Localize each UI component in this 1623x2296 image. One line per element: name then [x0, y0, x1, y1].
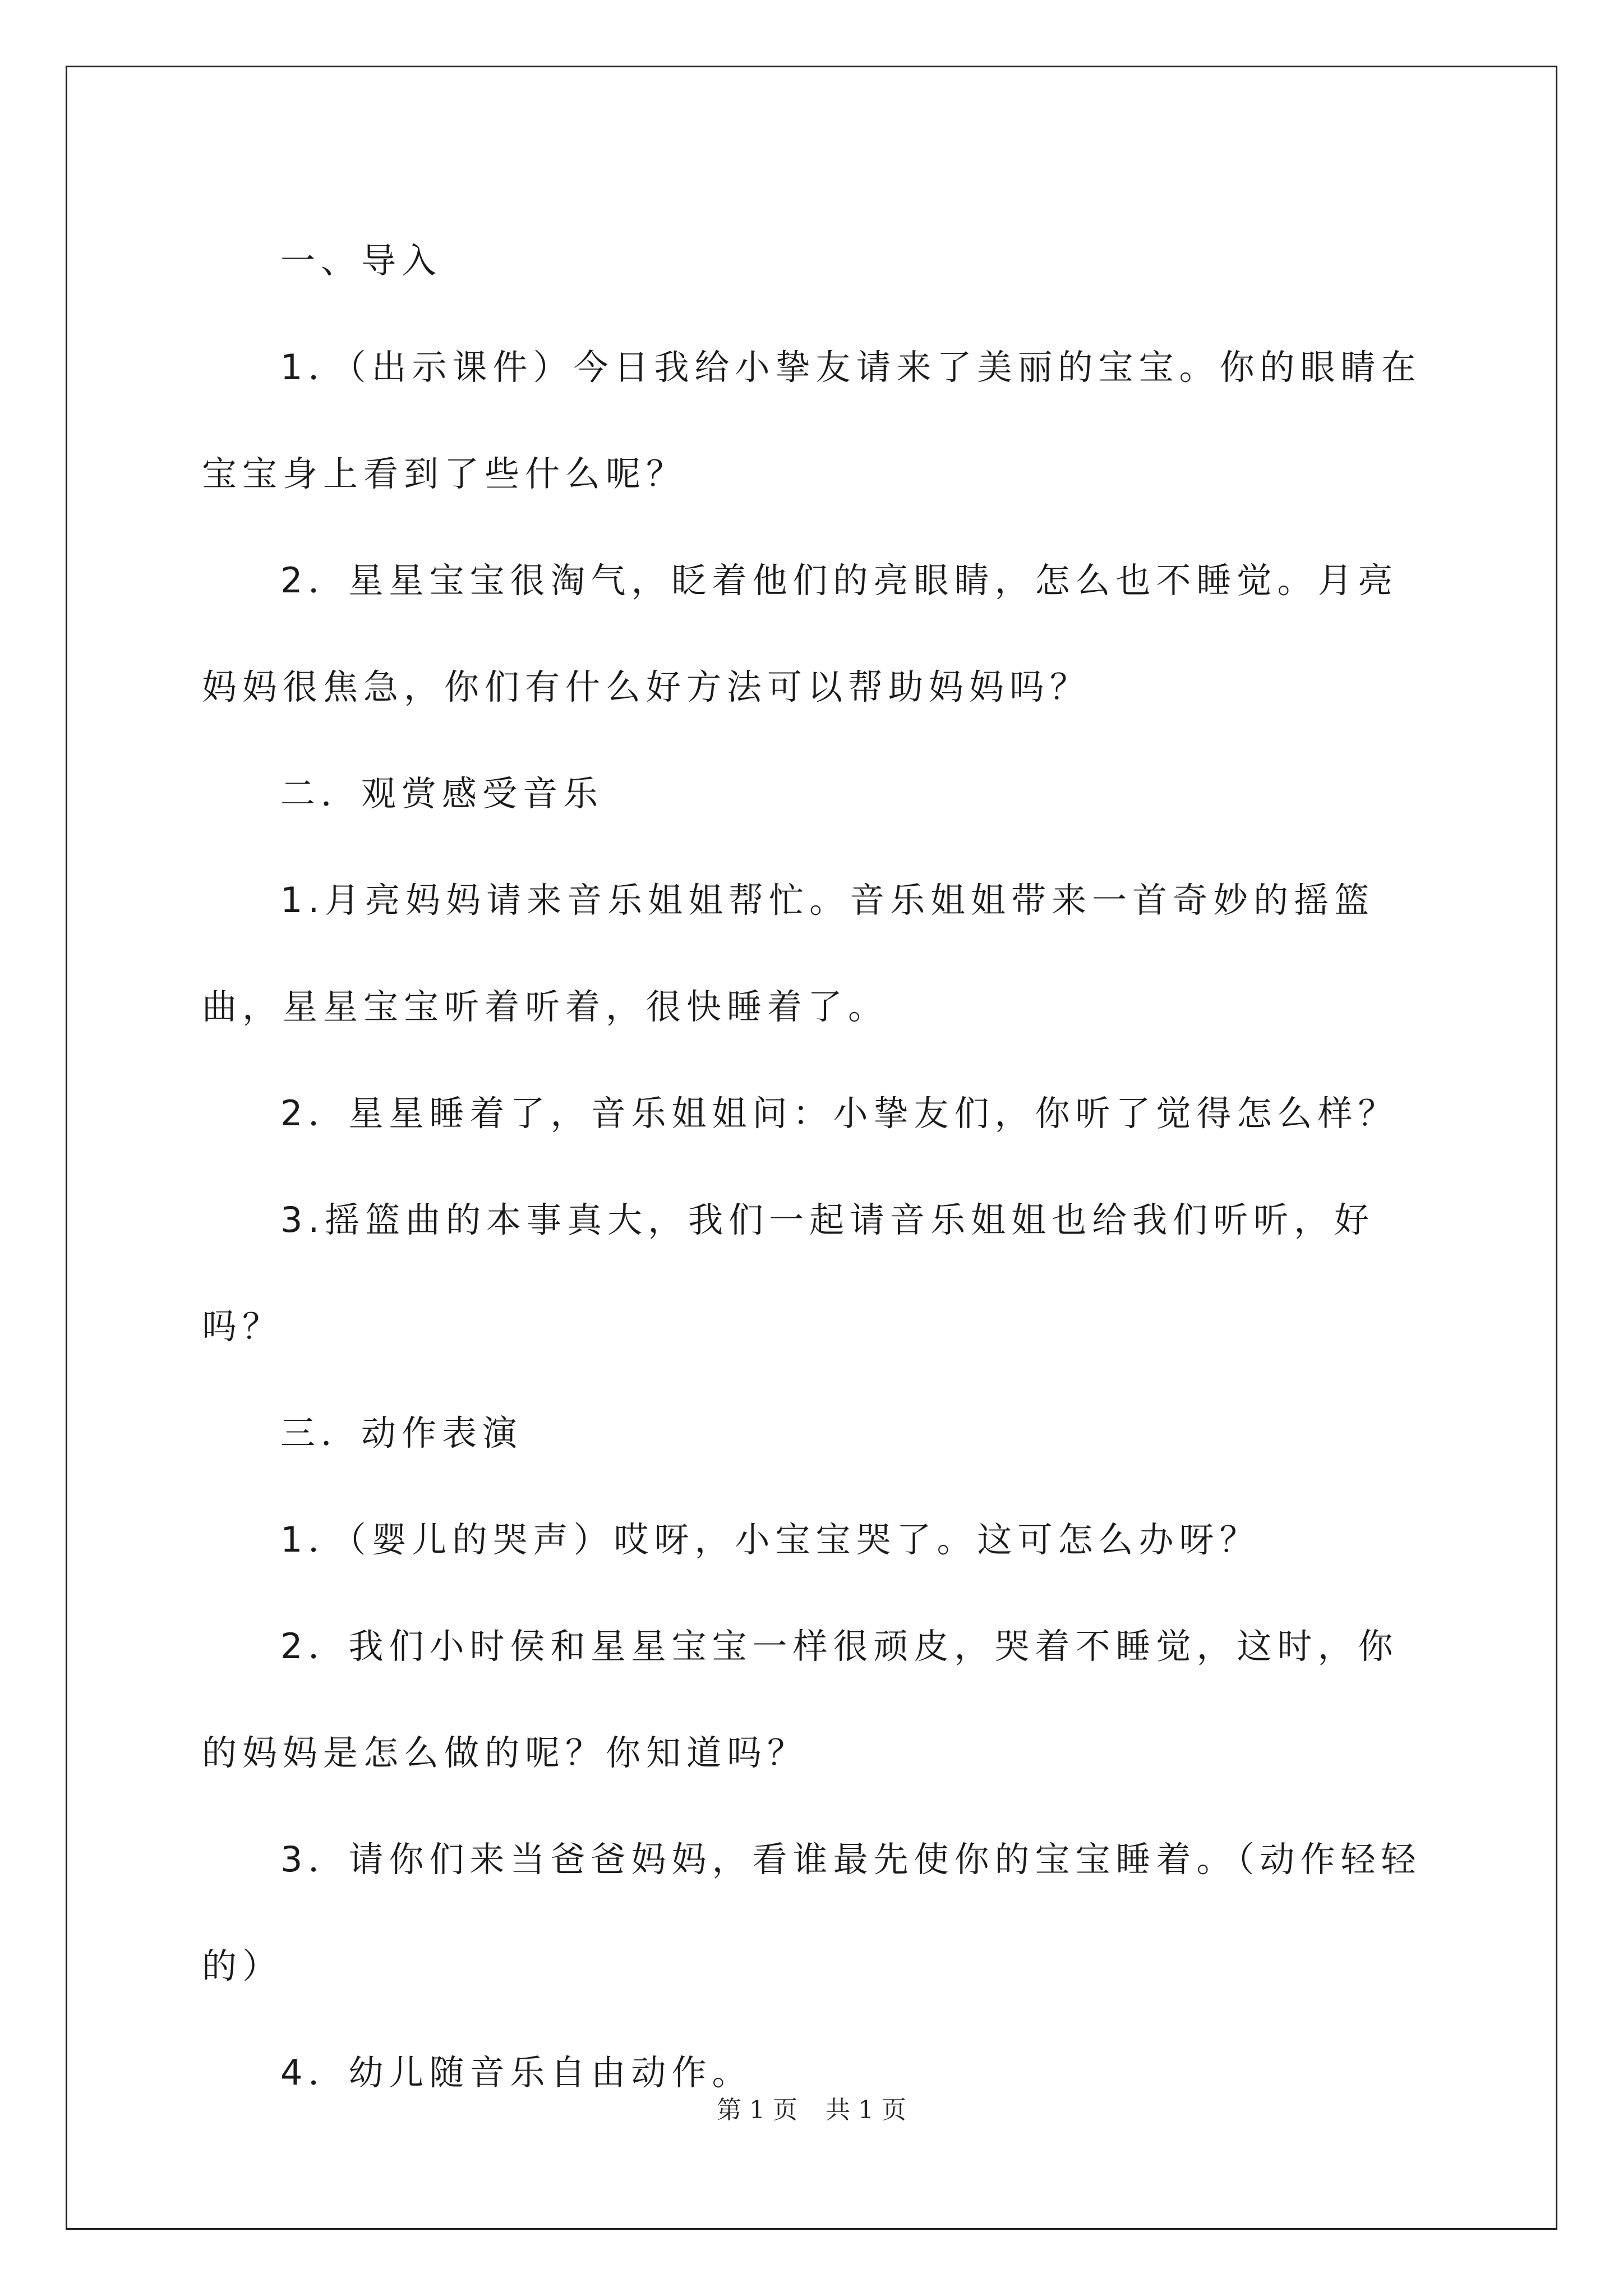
paragraph-action-3: 3．请你们来当爸爸妈妈，看谁最先使你的宝宝睡着。（动作轻轻的） [202, 1839, 1422, 1986]
page-footer [0, 2090, 1623, 2125]
heading-action-performance: 三．动作表演 [280, 1412, 523, 1453]
page-total: 共 1 页 [826, 2096, 906, 2124]
paragraph-intro-1: 1．（出示课件）今日我给小挚友请来了美丽的宝宝。你的眼睛在宝宝身上看到了些什么呢？ [202, 347, 1422, 494]
document-body [202, 208, 1436, 2126]
paragraph-music-2: 2．星星睡着了，音乐姐姐问：小挚友们，你听了觉得怎么样？ [280, 1093, 1399, 1134]
heading-intro: 一、导入 [280, 240, 442, 281]
heading-listen-music: 二．观赏感受音乐 [280, 773, 604, 814]
page-number: 第 1 页 [717, 2096, 797, 2124]
paragraph-music-1: 1.月亮妈妈请来音乐姐姐帮忙。音乐姐姐带来一首奇妙的摇篮曲，星星宝宝听着听着，很快睡着了。 [202, 880, 1375, 1027]
paragraph-action-4: 4．幼儿随音乐自由动作。 [280, 2052, 753, 2093]
paragraph-music-3: 3.摇篮曲的本事真大，我们一起请音乐姐姐也给我们听听，好吗？ [202, 1199, 1375, 1347]
paragraph-action-1: 1．（婴儿的哭声）哎呀，小宝宝哭了。这可怎么办呀？ [280, 1519, 1260, 1560]
paragraph-intro-2: 2．星星宝宝很淘气，眨着他们的亮眼睛，怎么也不睡觉。月亮妈妈很焦急，你们有什么好方法可以帮助妈妈吗？ [202, 560, 1399, 707]
paragraph-action-2: 2．我们小时侯和星星宝宝一样很顽皮，哭着不睡觉，这时，你的妈妈是怎么做的呢？你知道吗？ [202, 1626, 1399, 1773]
